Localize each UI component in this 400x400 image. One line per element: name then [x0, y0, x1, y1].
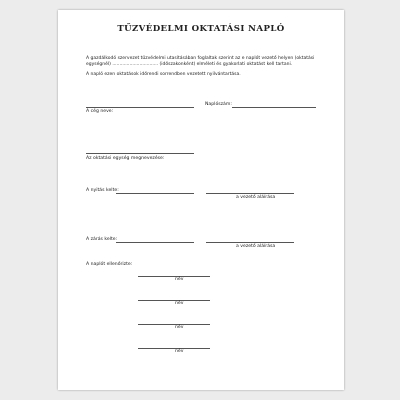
inspector-line-1[interactable] — [138, 276, 210, 277]
inspector-line-3[interactable] — [138, 324, 210, 325]
company-name-line[interactable] — [86, 107, 194, 108]
opening-signature-line[interactable] — [206, 193, 294, 194]
naplo-number-line[interactable] — [232, 107, 316, 108]
closing-signature-label: a vezető aláírása — [236, 244, 276, 249]
inspector-name-caption-3: név — [175, 325, 184, 330]
closing-date-label: A zárás kelte: — [86, 237, 118, 242]
closing-signature-line[interactable] — [206, 242, 294, 243]
inspector-name-caption-1: név — [175, 277, 184, 282]
document-title: TŰZVÉDELMI OKTATÁSI NAPLÓ — [117, 24, 285, 34]
inspector-line-2[interactable] — [138, 300, 210, 301]
opening-date-label: A nyitás kelte: — [86, 188, 119, 193]
training-unit-line[interactable] — [86, 153, 194, 154]
inspector-name-caption-2: név — [175, 301, 184, 306]
document-page — [58, 10, 344, 390]
naplo-number-label: Naplószám: — [205, 102, 232, 107]
inspector-line-4[interactable] — [138, 348, 210, 349]
intro-line-1: A gazdálkodó szervezet tűzvédelmi utasításában foglaltak szerint az e naplót vezető helyen (oktatási — [86, 56, 315, 61]
closing-date-line[interactable] — [116, 242, 194, 243]
opening-signature-label: a vezető aláírása — [236, 195, 276, 200]
opening-date-line[interactable] — [116, 193, 194, 194]
inspector-name-caption-4: név — [175, 349, 184, 354]
intro-line-2: egységnél) ................................ (időszakonként) elméleti és gyakorlati oktatást kell tartani. — [86, 62, 293, 68]
training-unit-label: Az oktatási egység megnevezése: — [86, 156, 165, 161]
intro-line-3: A napló ezen oktatások időrendi sorrendben vezetett nyilvántartása. — [86, 72, 241, 78]
company-name-label: A cég neve: — [86, 109, 114, 114]
intro-paragraph — [86, 56, 316, 79]
inspectors-label: A naplót ellenőrizte: — [86, 262, 133, 267]
